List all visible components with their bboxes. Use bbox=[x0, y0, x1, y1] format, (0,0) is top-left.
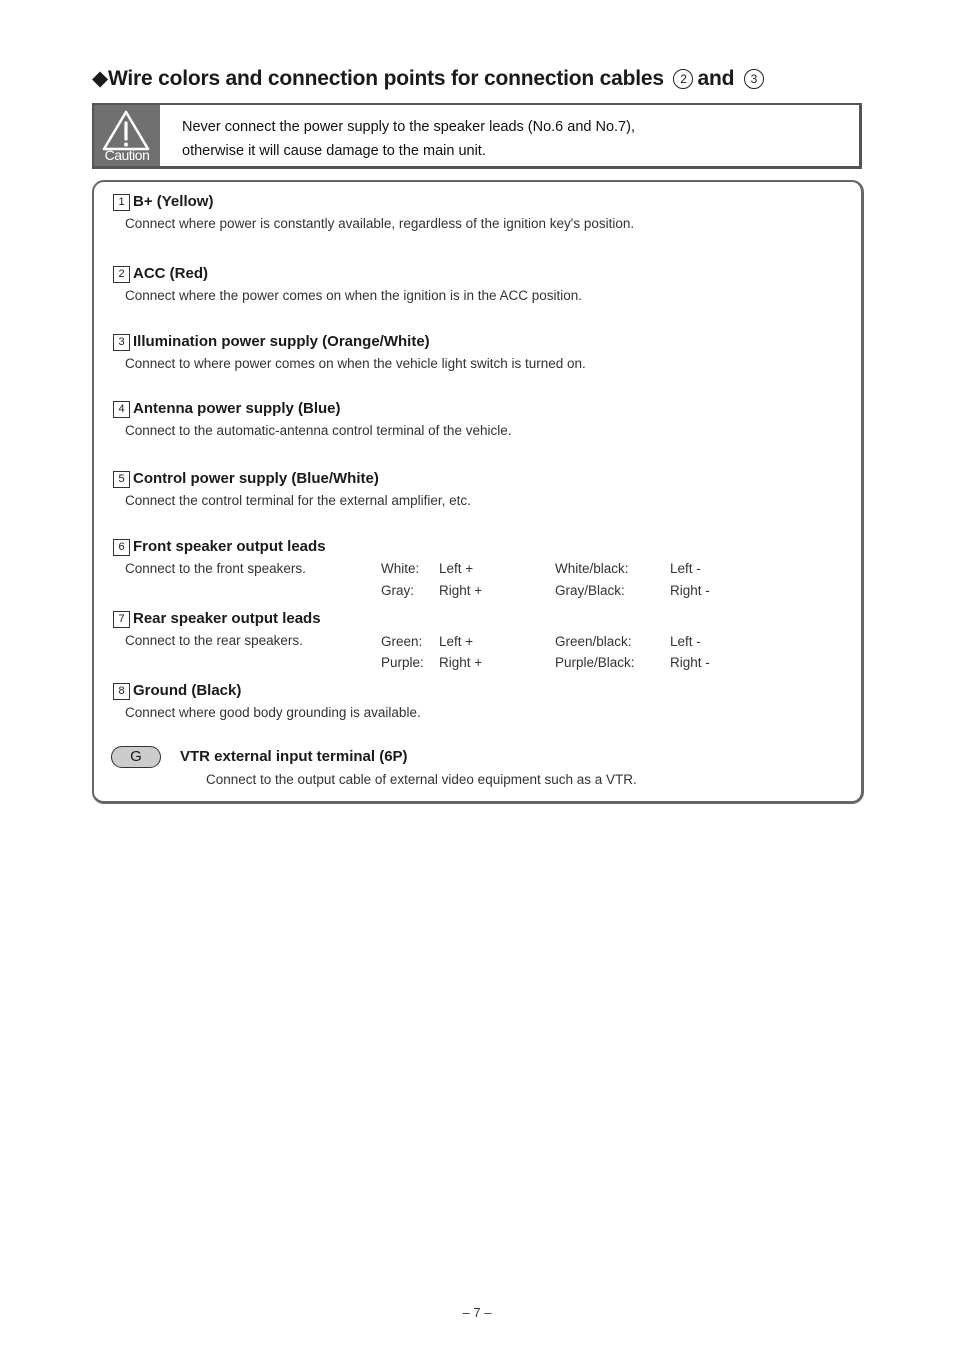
wire-item-b-plus bbox=[113, 192, 635, 231]
item-title: Front speaker output leads bbox=[133, 538, 326, 555]
circled-ref-3: 3 bbox=[744, 69, 764, 89]
terminal-g-title: VTR external input terminal (6P) bbox=[180, 748, 408, 765]
wire-color: Purple/Black: bbox=[555, 655, 635, 670]
item-description: Connect the control terminal for the external amplifier, etc. bbox=[125, 493, 471, 508]
item-description: Connect to the automatic-antenna control terminal of the vehicle. bbox=[125, 423, 512, 438]
wire-item-antenna bbox=[113, 399, 512, 438]
wire-color: Gray/Black: bbox=[555, 583, 625, 598]
wire-color: White/black: bbox=[555, 561, 629, 576]
caution-label: Caution bbox=[104, 147, 150, 163]
page-title bbox=[92, 66, 768, 91]
item-heading bbox=[113, 264, 208, 284]
item-title: Rear speaker output leads bbox=[133, 610, 321, 627]
caution-text bbox=[182, 115, 635, 163]
wire-polarity: Left - bbox=[670, 561, 701, 576]
wire-list-box bbox=[92, 180, 864, 804]
wire-item-illumination bbox=[113, 332, 586, 371]
caution-line-2: otherwise it will cause damage to the main unit. bbox=[182, 143, 486, 159]
item-number: 6 bbox=[113, 539, 130, 556]
item-description: Connect where power is constantly available, regardless of the ignition key's position. bbox=[125, 216, 635, 231]
caution-box bbox=[92, 103, 862, 169]
item-number: 3 bbox=[113, 334, 130, 351]
item-title: B+ (Yellow) bbox=[133, 193, 214, 210]
item-description: Connect where good body grounding is available. bbox=[125, 705, 421, 720]
wire-polarity: Left + bbox=[439, 634, 474, 649]
item-description: Connect where the power comes on when the ignition is in the ACC position. bbox=[125, 288, 583, 303]
wire-polarity: Right + bbox=[439, 655, 483, 670]
wire-polarity: Left - bbox=[670, 634, 701, 649]
item-number: 1 bbox=[113, 194, 130, 211]
item-title: Control power supply (Blue/White) bbox=[133, 470, 379, 487]
wire-color: Gray: bbox=[381, 583, 415, 598]
item-number: 2 bbox=[113, 266, 130, 283]
wire-polarity: Right + bbox=[439, 583, 483, 598]
item-title: ACC (Red) bbox=[133, 265, 208, 282]
item-number: 5 bbox=[113, 471, 130, 488]
wire-item-rear-speakers bbox=[113, 609, 710, 670]
item-heading bbox=[113, 469, 379, 489]
item-number: 7 bbox=[113, 611, 130, 628]
item-title: Ground (Black) bbox=[133, 682, 242, 699]
circled-ref-2: 2 bbox=[673, 69, 693, 89]
wire-color: Purple: bbox=[381, 655, 424, 670]
item-number: 4 bbox=[113, 401, 130, 418]
warning-triangle-icon bbox=[101, 109, 151, 151]
item-heading bbox=[113, 609, 321, 629]
terminal-g-badge: G bbox=[111, 746, 161, 768]
terminal-g-description: Connect to the output cable of external video equipment such as a VTR. bbox=[206, 772, 637, 787]
wire-polarity: Right - bbox=[670, 583, 710, 598]
item-description: Connect to the front speakers. bbox=[125, 561, 306, 576]
item-heading bbox=[113, 192, 213, 212]
page-number: – 7 – bbox=[462, 1305, 492, 1320]
item-description: Connect to the rear speakers. bbox=[125, 633, 303, 648]
wire-polarity: Right - bbox=[670, 655, 710, 670]
wire-color: Green/black: bbox=[555, 634, 632, 649]
item-heading bbox=[113, 399, 341, 419]
wire-item-control-power bbox=[113, 469, 471, 508]
wire-item-acc bbox=[113, 264, 583, 303]
wire-item-front-speakers bbox=[113, 537, 710, 598]
title-text: ◆Wire colors and connection points for connection cables bbox=[92, 67, 664, 90]
item-heading bbox=[113, 537, 326, 557]
item-heading bbox=[113, 332, 430, 352]
caution-line-1: Never connect the power supply to the speaker leads (No.6 and No.7), bbox=[182, 119, 635, 135]
wire-color: Green: bbox=[381, 634, 423, 649]
item-description: Connect to where power comes on when the vehicle light switch is turned on. bbox=[125, 356, 586, 371]
item-number: 8 bbox=[113, 683, 130, 700]
wire-polarity: Left + bbox=[439, 561, 474, 576]
title-conjunction: and bbox=[697, 67, 735, 90]
item-title: Antenna power supply (Blue) bbox=[133, 400, 341, 417]
wire-color: White: bbox=[381, 561, 420, 576]
caution-badge bbox=[94, 105, 160, 166]
item-title: Illumination power supply (Orange/White) bbox=[133, 333, 430, 350]
wire-item-ground bbox=[113, 681, 421, 720]
item-heading bbox=[113, 681, 241, 701]
